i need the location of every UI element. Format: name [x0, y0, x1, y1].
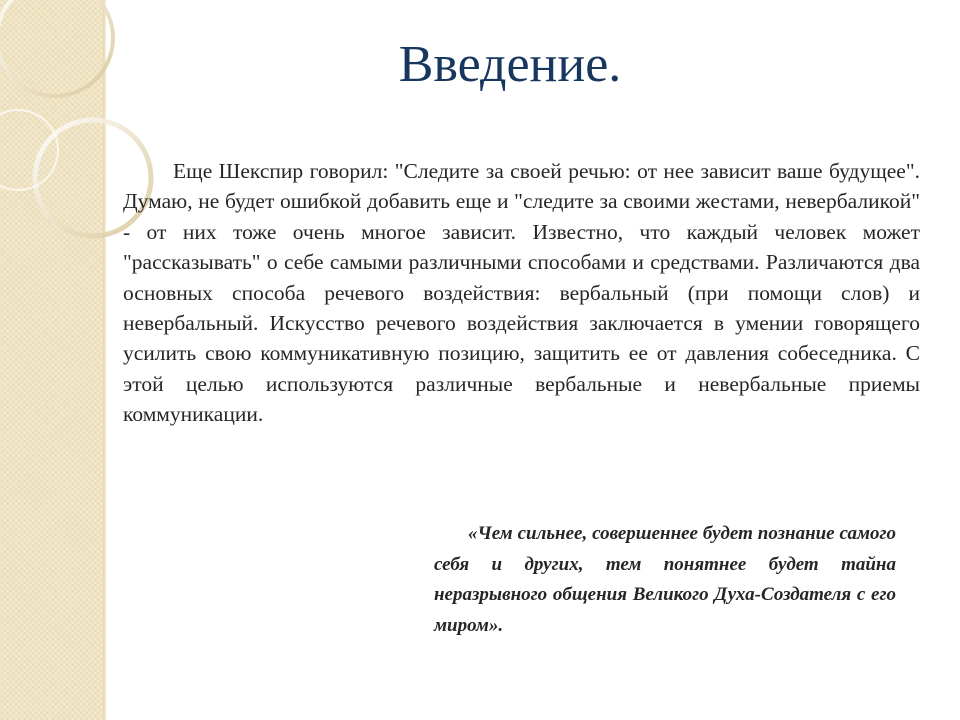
quote-block: «Чем сильнее, совершеннее будет познание самого себя и других, тем понятнее будет тайна неразрывного общения Великого Духа-Создателя с его миром».	[434, 523, 896, 636]
slide-title: Введение.	[398, 36, 622, 93]
intro-paragraph: Еще Шекспир говорил: "Следите за своей речью: от нее зависит ваше будущее". Думаю, не будет ошибкой добавить еще и "следите за своими жестами, невербаликой" - от них тоже очень многое зависит. Известно, что каждый человек может "рассказывать" о себе самыми различными способами и средствами. Различаются два основных способа речевого воздействия: вербальный (при помощи слов) и невербальный. Искусство речевого воздействия заключается в умении говорящего усилить свою коммуникативную позицию, защитить ее от давления собеседника. С этой целью используются различные вербальные и невербальные приемы коммуникации.	[123, 159, 920, 427]
decorative-ring-small	[0, 110, 58, 190]
